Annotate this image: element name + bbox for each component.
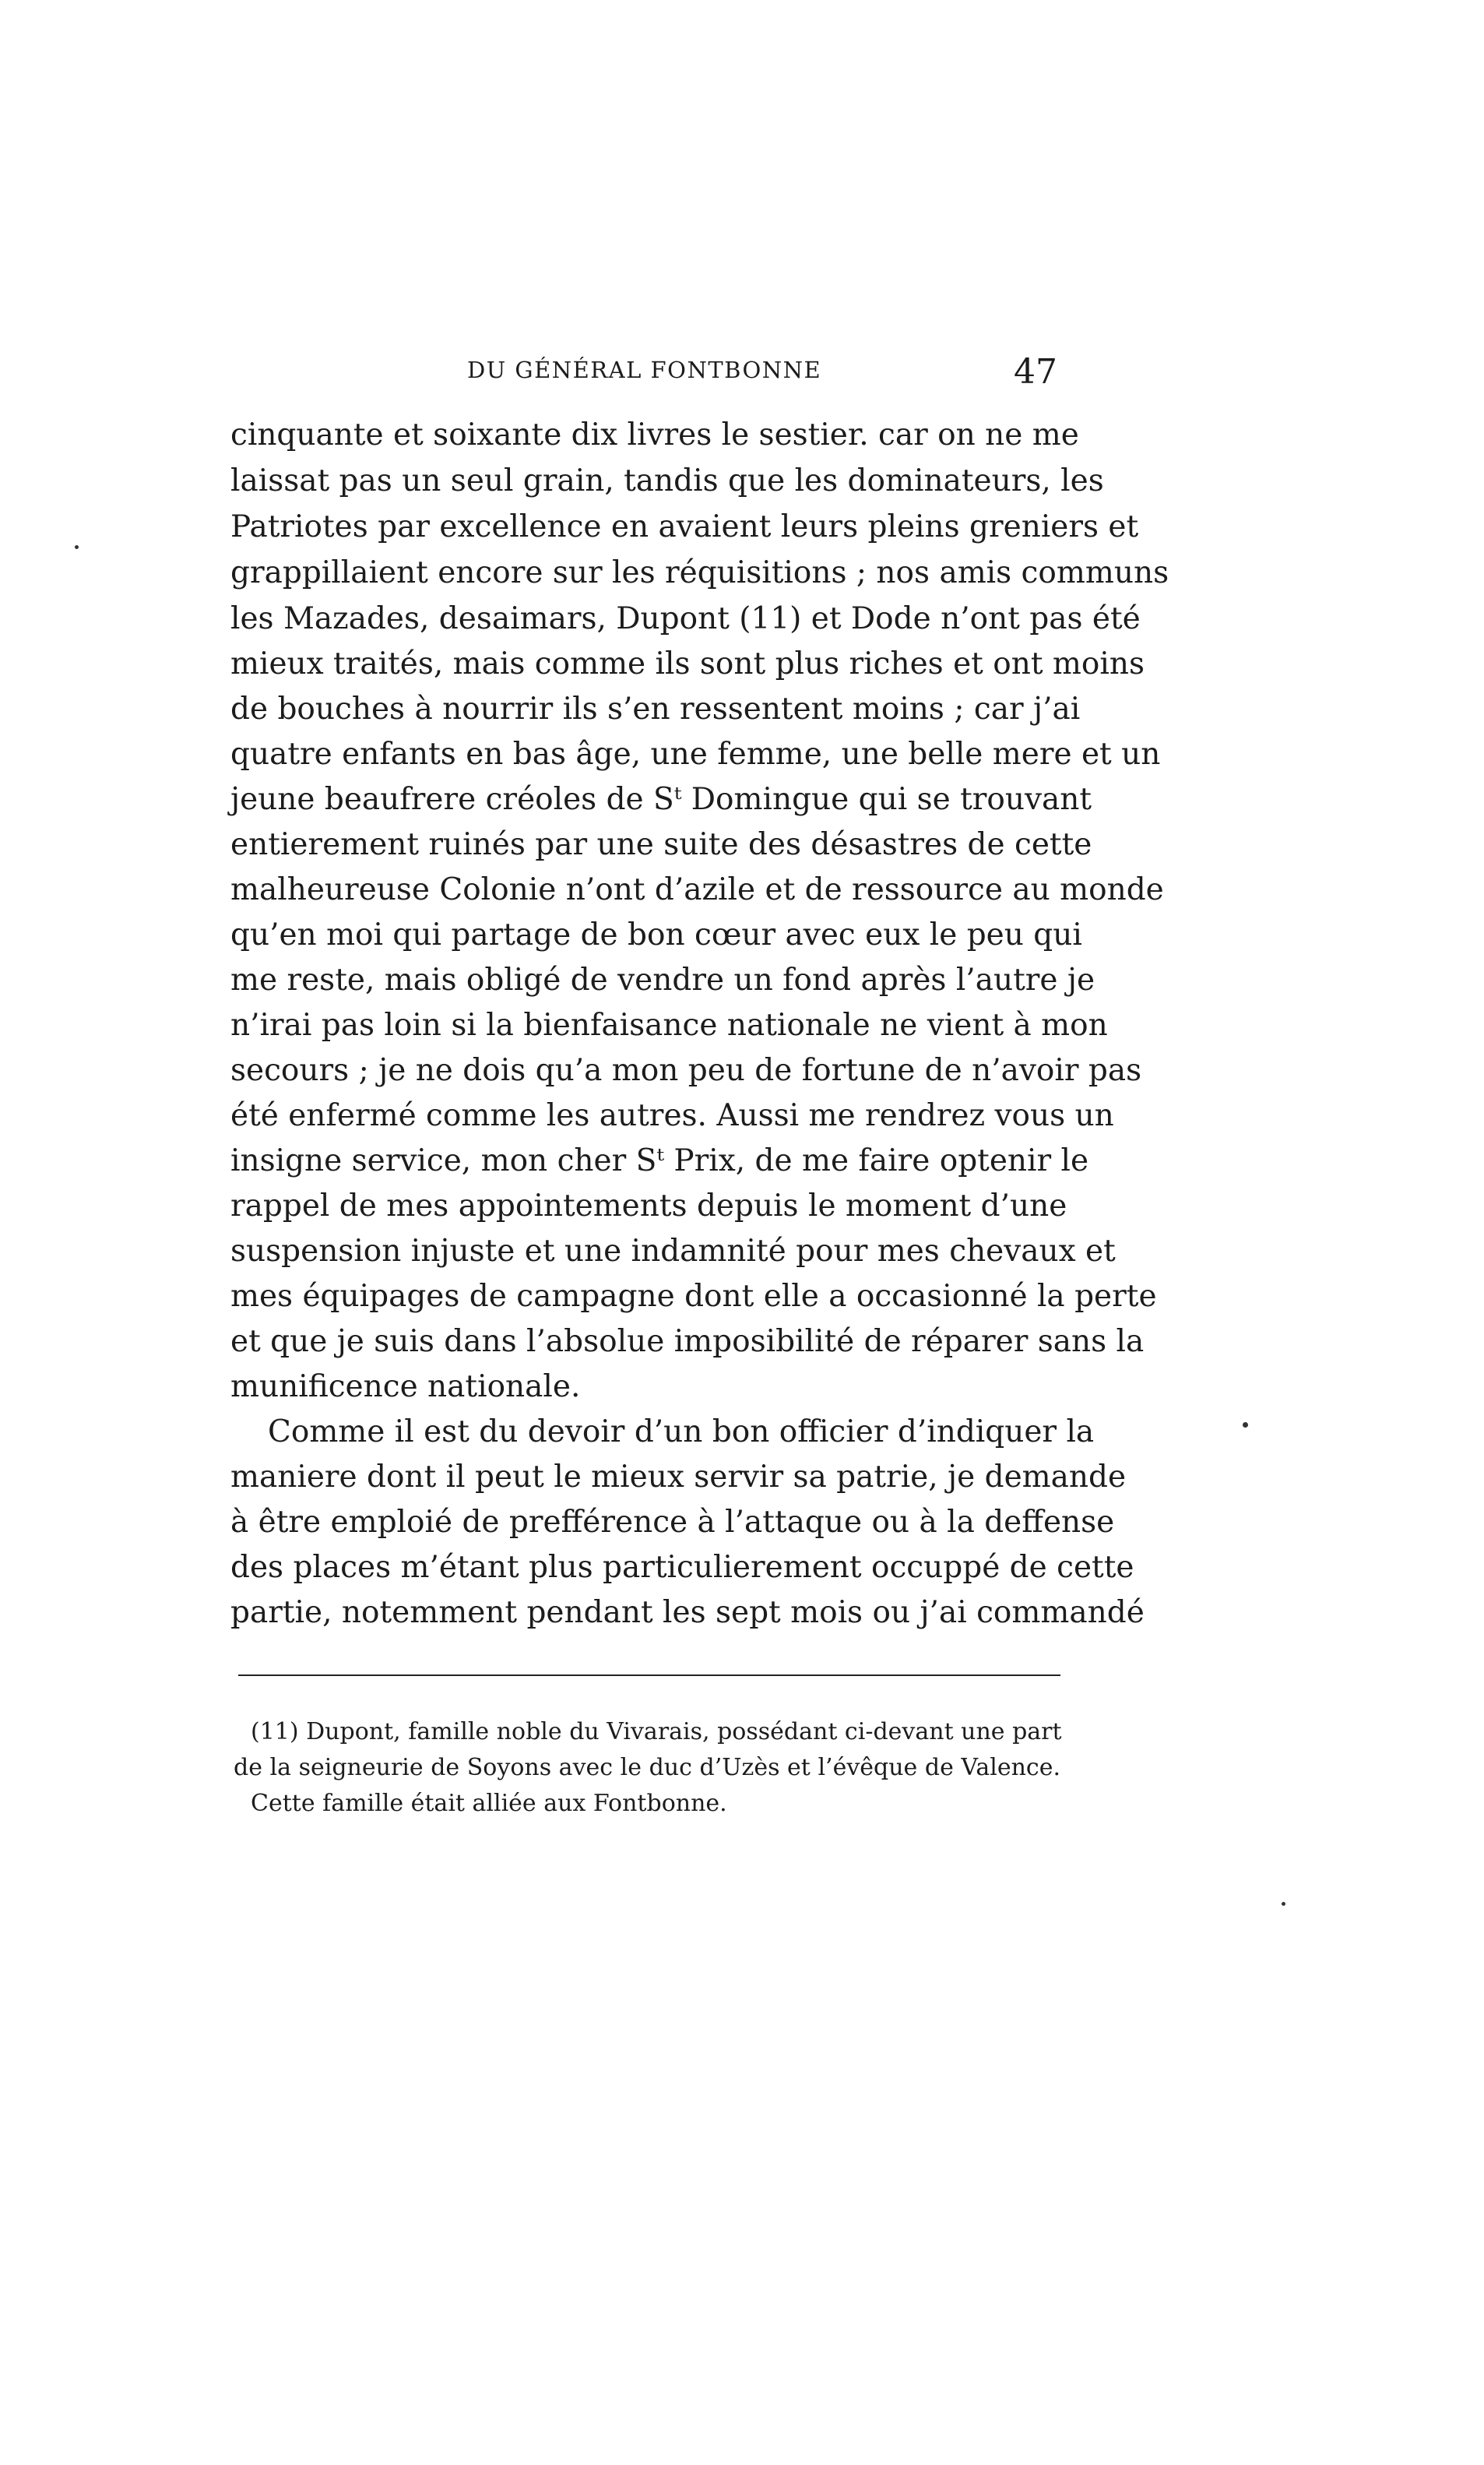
- scan-speck: [1243, 1422, 1248, 1428]
- body-line: et que je suis dans l’absolue imposibilité de réparer sans la: [230, 1324, 1145, 1359]
- footnote-line: Cette famille était alliée aux Fontbonne.: [251, 1790, 727, 1817]
- body-line: de bouches à nourrir ils s’en ressentent moins ; car j’ai: [230, 692, 1081, 727]
- body-line: cinquante et soixante dix livres le sestier. car on ne me: [230, 417, 1079, 453]
- body-line: mes équipages de campagne dont elle a occasionné la perte: [230, 1279, 1157, 1314]
- body-line: les Mazades, desaimars, Dupont (11) et Dode n’ont pas été: [230, 601, 1141, 636]
- body-line: des places m’étant plus particulierement occuppé de cette: [230, 1550, 1134, 1585]
- body-line: jeune beaufrere créoles de Sᵗ Domingue qui se trouvant: [230, 782, 1092, 817]
- body-line: Patriotes par excellence en avaient leurs pleins greniers et: [230, 509, 1139, 544]
- body-line: rappel de mes appointements depuis le moment d’une: [230, 1188, 1067, 1224]
- body-line: insigne service, mon cher Sᵗ Prix, de me faire optenir le: [230, 1143, 1089, 1178]
- scan-speck: [1282, 1902, 1285, 1906]
- footnote-rule: [238, 1674, 1060, 1676]
- body-line: maniere dont il peut le mieux servir sa patrie, je demande: [230, 1460, 1127, 1495]
- footnote-line: de la seigneurie de Soyons avec le duc d’Uzès et l’évêque de Valence.: [234, 1754, 1060, 1781]
- page-number: 47: [1014, 352, 1057, 392]
- body-line: grappillaient encore sur les réquisitions ; nos amis communs: [230, 555, 1169, 590]
- footnote-line: (11) Dupont, famille noble du Vivarais, possédant ci-devant une part: [251, 1718, 1062, 1745]
- body-line: malheureuse Colonie n’ont d’azile et de ressource au monde: [230, 872, 1164, 907]
- body-line: munificence nationale.: [230, 1369, 581, 1404]
- body-line: partie, notemment pendant les sept mois ou j’ai commandé: [230, 1595, 1145, 1630]
- body-line: suspension injuste et une indamnité pour mes chevaux et: [230, 1234, 1116, 1269]
- body-line: quatre enfants en bas âge, une femme, une belle mere et un: [230, 737, 1161, 772]
- body-line: secours ; je ne dois qu’a mon peu de fortune de n’avoir pas: [230, 1053, 1142, 1088]
- body-line: mieux traités, mais comme ils sont plus riches et ont moins: [230, 646, 1145, 681]
- body-line: à être emploié de prefférence à l’attaque ou à la deffense: [230, 1505, 1115, 1540]
- running-header: DU GÉNÉRAL FONTBONNE: [467, 357, 822, 383]
- body-line: me reste, mais obligé de vendre un fond après l’autre je: [230, 963, 1095, 998]
- body-line: n’irai pas loin si la bienfaisance nationale ne vient à mon: [230, 1008, 1108, 1043]
- body-line: été enfermé comme les autres. Aussi me rendrez vous un: [230, 1098, 1114, 1133]
- scan-speck: [75, 545, 79, 549]
- body-line: Comme il est du devoir d’un bon officier d’indiquer la: [268, 1414, 1095, 1449]
- body-line: laissat pas un seul grain, tandis que les dominateurs, les: [230, 463, 1104, 498]
- body-line: entierement ruinés par une suite des désastres de cette: [230, 827, 1092, 862]
- body-line: qu’en moi qui partage de bon cœur avec eux le peu qui: [230, 917, 1082, 953]
